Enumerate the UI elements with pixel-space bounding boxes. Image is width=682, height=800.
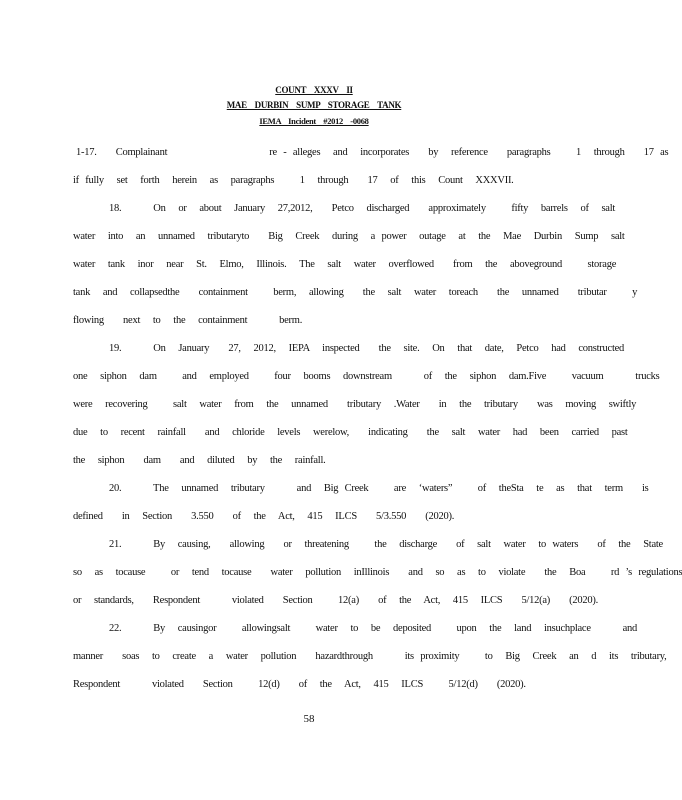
- text-line: defined in Section 3.550 of the Act, 415 ILCS 5/3.550 (2020).: [73, 511, 455, 522]
- text-line: due to recent rainfall and chloride levels werelow, indicating the salt water had been carried past: [73, 427, 628, 438]
- page-number: 58: [303, 713, 315, 725]
- text-line: were recovering salt water from the unnamed tributary .Water in the tributary was moving swiftly: [73, 399, 637, 410]
- text-line: 19. On January 27, 2012, IEPA inspected the site. On that date, Petco had constructed: [109, 343, 625, 354]
- text-line: tank and collapsedthe containment berm, allowing the salt water toreach the unnamed tributar y: [73, 287, 638, 298]
- text-line: Respondent violated Section 12(d) of the Act, 415 ILCS 5/12(d) (2020).: [73, 679, 526, 690]
- incident-heading: IEMA Incident #2012 -0068: [259, 116, 369, 126]
- text-line: 20. The unnamed tributary and Big Creek are ‘waters” of theSta te as that term is: [109, 483, 649, 494]
- text-line: water tank inor near St. Elmo, Illinois. The salt water overflowed from the aboveground storage: [73, 259, 617, 270]
- text-line: so as tocause or tend tocause water pollution inIllinois and so as to violate the Boa rd ’s regulations: [73, 567, 682, 578]
- text-line: 22. By causingor allowingsalt water to be deposited upon the land insuchplace and: [109, 623, 638, 634]
- count-heading: COUNT XXXV II: [275, 85, 353, 95]
- text-line: or standards, Respondent violated Section 12(a) of the Act, 415 ILCS 5/12(a) (2020).: [73, 595, 599, 606]
- text-line: 18. On or about January 27,2012, Petco discharged approximately fifty barrels of salt: [109, 203, 616, 214]
- text-line: water into an unnamed tributaryto Big Creek during a power outage at the Mae Durbin Sump salt: [73, 231, 625, 242]
- text-line: 21. By causing, allowing or threatening the discharge of salt water to waters of the State: [109, 539, 663, 550]
- text-line: flowing next to the containment berm.: [73, 315, 303, 326]
- text-line: manner soas to create a water pollution hazardthrough its proximity to Big Creek an d its tributary,: [73, 651, 667, 662]
- text-line: 1-17. Complainant re - alleges and incorporates by reference paragraphs 1 through 17 as: [76, 147, 669, 158]
- text-line: the siphon dam and diluted by the rainfall.: [73, 455, 326, 466]
- text-line: if fully set forth herein as paragraphs 1 through 17 of this Count XXXVII.: [73, 175, 514, 186]
- count-subheading: MAE DURBIN SUMP STORAGE TANK: [226, 100, 402, 110]
- text-line: one siphon dam and employed four booms downstream of the siphon dam.Five vacuum trucks: [73, 371, 660, 382]
